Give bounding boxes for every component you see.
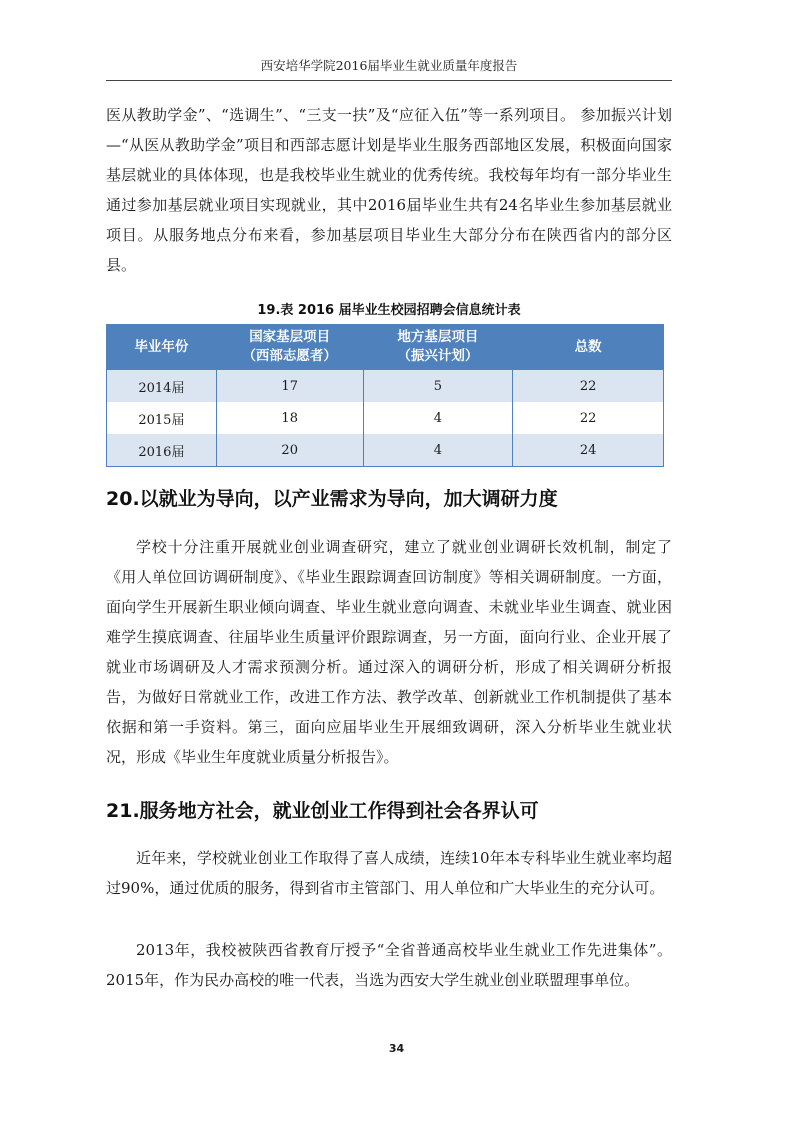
header-total: 总数 xyxy=(513,325,664,370)
cell-year: 2015届 xyxy=(107,402,217,434)
cell-national: 17 xyxy=(216,370,363,403)
section-21-paragraph-2: 2013年，我校被陕西省教育厅授予“全省普通高校毕业生就业工作先进集体”。2015年，作为民办高校的唯一代表，当选为西安大学生就业创业联盟理事单位。 xyxy=(106,941,672,989)
header-local-line1: 地方基层项目 xyxy=(397,329,479,345)
cell-national: 20 xyxy=(216,434,363,467)
section-21-heading: 21.服务地方社会，就业创业工作得到社会各界认可 xyxy=(106,800,539,822)
header-national-line2: （西部志愿者） xyxy=(242,348,337,364)
cell-national: 18 xyxy=(216,402,363,434)
header-local xyxy=(363,325,513,370)
cell-local: 4 xyxy=(363,402,513,434)
page-number: 34 xyxy=(388,1042,405,1055)
cell-total: 22 xyxy=(513,370,664,403)
table-row xyxy=(107,370,664,403)
header-national-line1: 国家基层项目 xyxy=(249,329,331,345)
table-caption: 19.表 2016 届毕业生校园招聘会信息统计表 xyxy=(257,303,521,318)
cell-local: 4 xyxy=(363,434,513,467)
cell-total: 22 xyxy=(513,402,664,434)
cell-total: 24 xyxy=(513,434,664,467)
header-national xyxy=(216,325,363,370)
table-row xyxy=(107,434,664,467)
cell-local: 5 xyxy=(363,370,513,403)
table-header-row xyxy=(107,325,664,370)
intro-paragraph: 医从教助学金”、“选调生”、“三支一扶”及“应征入伍”等一系列项目。 参加振兴计划—“从医从教助学金”项目和西部志愿计划是毕业生服务西部地区发展，积极面向国家基层就业的具体体现，也是我校毕业生就业的优秀传统。我校每年均有一部分毕业生通过参加基层就业项目实现就业，其中2016届毕业生共有24名毕业生参加基层就业项目。从服务地点分布来看，参加基层项目毕业生大部分分布在陕西省内的部分区县。 xyxy=(106,106,672,274)
header-local-line2: （振兴计划） xyxy=(397,348,479,364)
statistics-table xyxy=(106,324,664,467)
cell-year: 2014届 xyxy=(107,370,217,403)
page-header: 西安培华学院2016届毕业生就业质量年度报告 xyxy=(106,56,672,81)
section-20-heading: 20.以就业为导向，以产业需求为导向，加大调研力度 xyxy=(106,488,558,510)
section-20-paragraph: 学校十分注重开展就业创业调查研究，建立了就业创业调研长效机制，制定了《用人单位回访调研制度》、《毕业生跟踪调查回访制度》等相关调研制度。一方面，面向学生开展新生职业倾向调查、毕业生就业意向调查、未就业毕业生调查、就业困难学生摸底调查、往届毕业生质量评价跟踪调查，另一方面，面向行业、企业开展了就业市场调研及人才需求预测分析。通过深入的调研分析，形成了相关调研分析报告，为做好日常就业工作，改进工作方法、教学改革、创新就业工作机制提供了基本依据和第一手资料。第三，面向应届毕业生开展细致调研，深入分析毕业生就业状况，形成《毕业生年度就业质量分析报告》。 xyxy=(106,538,672,766)
header-year: 毕业年份 xyxy=(107,325,217,370)
section-21-paragraph-1: 近年来，学校就业创业工作取得了喜人成绩，连续10年本专科毕业生就业率均超过90%，通过优质的服务，得到省市主管部门、用人单位和广大毕业生的充分认可。 xyxy=(106,849,672,897)
cell-year: 2016届 xyxy=(107,434,217,467)
table-row xyxy=(107,402,664,434)
